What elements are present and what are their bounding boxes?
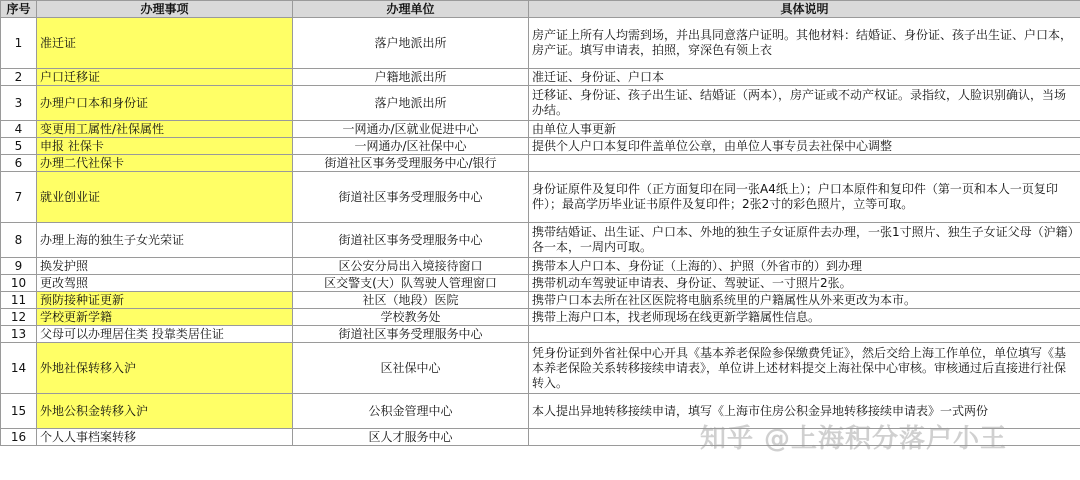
table-row — [1, 121, 1080, 138]
row-unit: 区社保中心 — [293, 343, 529, 394]
row-item: 外地公积金转移入沪 — [37, 394, 293, 429]
row-description: 凭身份证到外省社保中心开具《基本养老保险参保缴费凭证》，然后交给上海工作单位，单位填写《基本养老保险关系转移接续申请表》，单位讲上述材料提交上海社保中心审核。审核通过后直接进行社保转入。 — [529, 343, 1080, 394]
watermark: 知乎 @上海积分落户小王 — [700, 424, 1008, 454]
table-row — [1, 138, 1080, 155]
table-row — [1, 429, 1080, 446]
table-row — [1, 258, 1080, 275]
row-description — [529, 155, 1080, 172]
row-unit: 落户地派出所 — [293, 86, 529, 121]
row-unit: 学校教务处 — [293, 309, 529, 326]
row-unit: 一网通办/区就业促进中心 — [293, 121, 529, 138]
row-unit: 公积金管理中心 — [293, 394, 529, 429]
row-number: 13 — [1, 326, 37, 343]
row-unit: 落户地派出所 — [293, 18, 529, 69]
row-description: 准迁证、身份证、户口本 — [529, 69, 1080, 86]
row-item: 父母可以办理居住类 投靠类居住证 — [37, 326, 293, 343]
table-row — [1, 155, 1080, 172]
table-body — [1, 18, 1080, 446]
table-row — [1, 292, 1080, 309]
row-number: 9 — [1, 258, 37, 275]
row-number: 16 — [1, 429, 37, 446]
row-description: 身份证原件及复印件（正方面复印在同一张A4纸上）；户口本原件和复印件（第一页和本人一页复印件）；最高学历毕业证书原件及复印件；2张2寸的彩色照片，立等可取。 — [529, 172, 1080, 223]
row-item: 就业创业证 — [37, 172, 293, 223]
row-description — [529, 429, 1080, 446]
header-unit: 办理单位 — [293, 1, 529, 18]
header-desc: 具体说明 — [529, 1, 1080, 18]
row-description: 携带机动车驾驶证申请表、身份证、驾驶证、一寸照片2张。 — [529, 275, 1080, 292]
row-unit: 区交警支(大）队驾驶人管理窗口 — [293, 275, 529, 292]
row-description: 携带结婚证、出生证、户口本、外地的独生子女证原件去办理，一张1寸照片、独生子女证父母（沪籍）各一本，一周内可取。 — [529, 223, 1080, 258]
row-unit: 街道社区事务受理服务中心 — [293, 326, 529, 343]
row-number: 11 — [1, 292, 37, 309]
row-description: 携带上海户口本，找老师现场在线更新学籍属性信息。 — [529, 309, 1080, 326]
row-description: 由单位人事更新 — [529, 121, 1080, 138]
table-row — [1, 18, 1080, 69]
row-description: 提供个人户口本复印件盖单位公章，由单位人事专员去社保中心调整 — [529, 138, 1080, 155]
row-item: 更改驾照 — [37, 275, 293, 292]
row-item: 办理二代社保卡 — [37, 155, 293, 172]
row-item: 办理户口本和身份证 — [37, 86, 293, 121]
row-description: 本人提出异地转移接续申请，填写《上海市住房公积金异地转移接续申请表》一式两份 — [529, 394, 1080, 429]
row-number: 15 — [1, 394, 37, 429]
row-number: 6 — [1, 155, 37, 172]
row-item: 个人人事档案转移 — [37, 429, 293, 446]
row-item: 变更用工属性/社保属性 — [37, 121, 293, 138]
row-item: 办理上海的独生子女光荣证 — [37, 223, 293, 258]
row-number: 1 — [1, 18, 37, 69]
row-unit: 街道社区事务受理服务中心 — [293, 172, 529, 223]
row-number: 12 — [1, 309, 37, 326]
table-row — [1, 69, 1080, 86]
row-item: 换发护照 — [37, 258, 293, 275]
row-item: 学校更新学籍 — [37, 309, 293, 326]
table-row — [1, 223, 1080, 258]
row-description: 房产证上所有人均需到场，并出具同意落户证明。其他材料：结婚证、身份证、孩子出生证、户口本，房产证。填写申请表，拍照，穿深色有领上衣 — [529, 18, 1080, 69]
row-description: 迁移证、身份证、孩子出生证、结婚证（两本），房产证或不动产权证。录指纹，人脸识别确认，当场办结。 — [529, 86, 1080, 121]
row-description: 携带本人户口本、身份证（上海的）、护照（外省市的）到办理 — [529, 258, 1080, 275]
row-number: 10 — [1, 275, 37, 292]
header-item: 办理事项 — [37, 1, 293, 18]
table-row — [1, 86, 1080, 121]
table-row — [1, 172, 1080, 223]
row-description: 携带户口本去所在社区医院将电脑系统里的户籍属性从外来更改为本市。 — [529, 292, 1080, 309]
table-row — [1, 343, 1080, 394]
row-item: 预防接种证更新 — [37, 292, 293, 309]
row-number: 14 — [1, 343, 37, 394]
row-item: 准迁证 — [37, 18, 293, 69]
row-item: 户口迁移证 — [37, 69, 293, 86]
row-unit: 街道社区事务受理服务中心/银行 — [293, 155, 529, 172]
table-row — [1, 275, 1080, 292]
row-item: 外地社保转移入沪 — [37, 343, 293, 394]
row-unit: 一网通办/区社保中心 — [293, 138, 529, 155]
row-unit: 户籍地派出所 — [293, 69, 529, 86]
row-number: 3 — [1, 86, 37, 121]
row-number: 5 — [1, 138, 37, 155]
table-row — [1, 309, 1080, 326]
row-unit: 街道社区事务受理服务中心 — [293, 223, 529, 258]
table-row — [1, 394, 1080, 429]
header-num: 序号 — [1, 1, 37, 18]
row-number: 4 — [1, 121, 37, 138]
row-number: 8 — [1, 223, 37, 258]
row-unit: 社区（地段）医院 — [293, 292, 529, 309]
row-unit: 区人才服务中心 — [293, 429, 529, 446]
header-row — [1, 1, 1080, 18]
row-description — [529, 326, 1080, 343]
table-row — [1, 326, 1080, 343]
row-unit: 区公安分局出入境接待窗口 — [293, 258, 529, 275]
row-number: 7 — [1, 172, 37, 223]
row-item: 申报 社保卡 — [37, 138, 293, 155]
row-number: 2 — [1, 69, 37, 86]
